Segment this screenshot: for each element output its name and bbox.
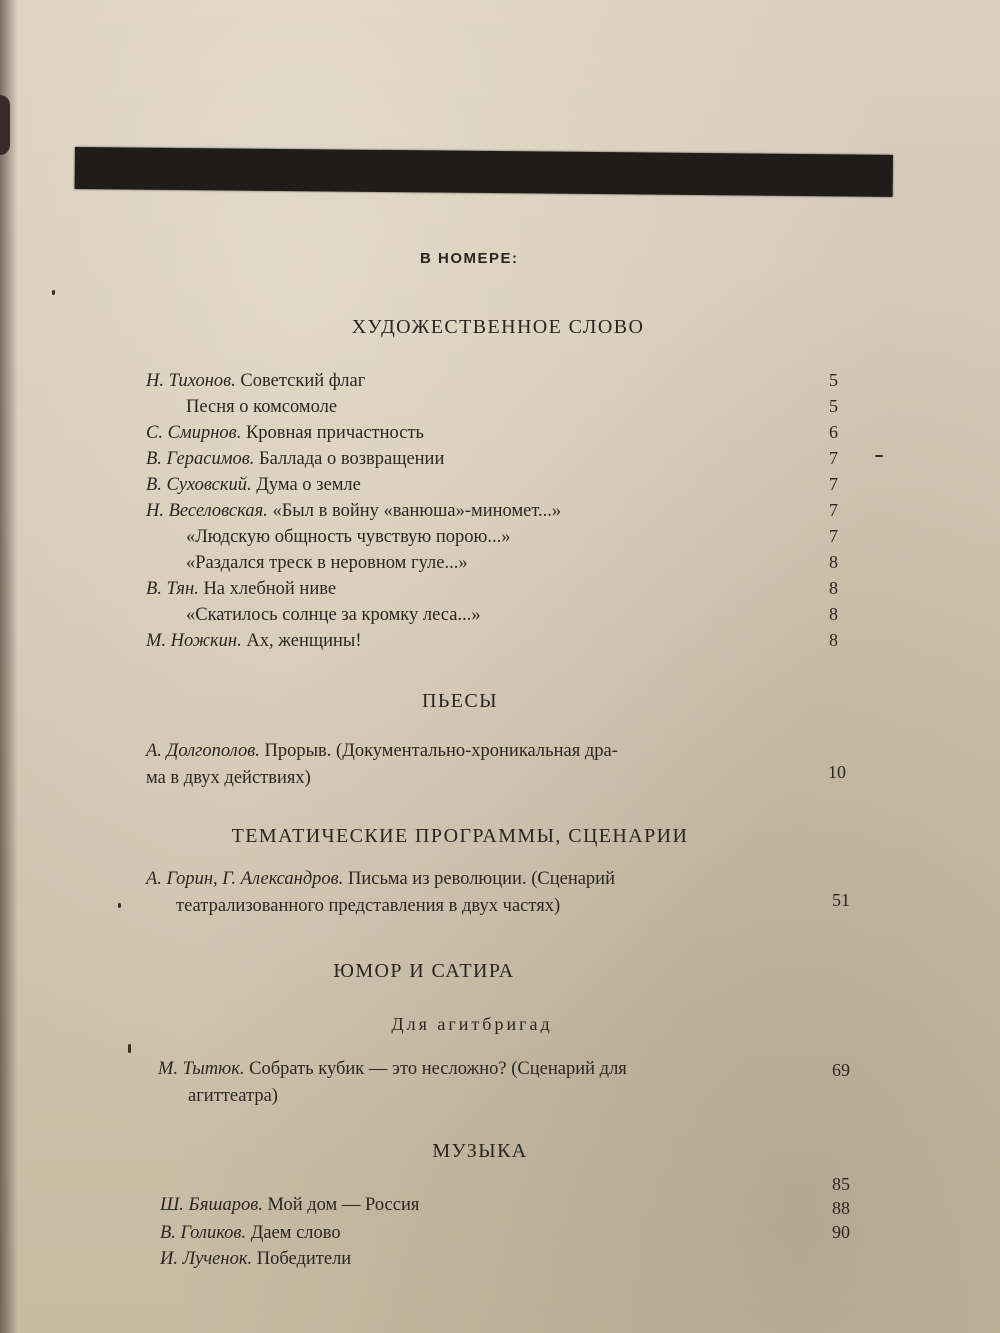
section-title-poetry: ХУДОЖЕСТВЕННОЕ СЛОВО [351, 316, 645, 338]
entry-page-number: 6 [829, 422, 838, 442]
entry-author: С. Смирнов. [146, 423, 242, 443]
entry-author: А. Горин, Г. Александров. [146, 869, 344, 889]
toc-entry[interactable] [146, 420, 424, 446]
entry-page-number: 90 [832, 1222, 850, 1242]
entry-author: В. Тян. [146, 579, 199, 599]
entry-author: И. Лученок. [160, 1249, 253, 1269]
entry-line [146, 866, 806, 893]
toc-entry[interactable] [146, 576, 336, 602]
entry-page-number: 88 [832, 1198, 850, 1218]
entry-page-number: 5 [829, 396, 838, 416]
entry-title: Мой дом — Россия [267, 1195, 420, 1215]
entry-title: Кровная причастность [245, 423, 424, 443]
paper-speck [128, 1044, 131, 1053]
toc-entry[interactable] [160, 1220, 341, 1246]
paper-speck [52, 290, 55, 295]
entry-title: Собрать кубик — это несложно? (Сценарий для [249, 1059, 627, 1079]
entry-author: В. Суховский. [146, 475, 252, 495]
entry-title: На хлебной ниве [203, 579, 337, 599]
toc-entry-programs[interactable] [146, 866, 806, 920]
toc-entry[interactable] [186, 602, 481, 628]
entry-author: В. Герасимов. [146, 449, 255, 469]
entry-title-continued: театрализованного представления в двух частях) [176, 896, 561, 916]
decorative-header-bar [75, 147, 893, 197]
entry-author: Н. Тихонов. [146, 371, 236, 391]
entry-title: «Раздался треск в неровном гуле...» [186, 553, 468, 573]
page-edge-mark [0, 95, 10, 155]
section-title-music: МУЗЫКА [432, 1140, 528, 1162]
toc-entry[interactable] [146, 368, 365, 394]
toc-entry[interactable] [146, 628, 362, 654]
entry-page-number: 7 [829, 448, 838, 468]
entry-page-number: 7 [829, 474, 838, 494]
entry-author: М. Ножкин. [146, 631, 242, 651]
entry-page-number: 10 [828, 762, 846, 782]
toc-entry[interactable] [186, 524, 510, 550]
entry-page-number: 8 [829, 630, 838, 650]
entry-page-number: 5 [829, 370, 838, 390]
entry-page-number: 8 [829, 552, 838, 572]
entry-title: Даем слово [250, 1223, 341, 1243]
entry-author: В. Голиков. [160, 1223, 247, 1243]
issue-label: В НОМЕРЕ: [420, 250, 519, 267]
paper-speck [118, 903, 121, 908]
toc-entry-plays[interactable] [146, 738, 786, 792]
entry-page-number: 51 [832, 890, 850, 910]
entry-page-number: 8 [829, 604, 838, 624]
binding-shadow [0, 0, 18, 1333]
entry-page-number: 7 [829, 500, 838, 520]
entry-title: Дума о земле [256, 475, 361, 495]
entry-title: «Скатилось солнце за кромку леса...» [186, 605, 481, 625]
section-title-humor: ЮМОР И САТИРА [333, 960, 515, 982]
entry-author: А. Долгополов. [146, 741, 260, 761]
entry-title: «Был в войну «ванюша»-миномет...» [272, 501, 562, 521]
toc-entry[interactable] [146, 472, 361, 498]
entry-title-continued: ма в двух действиях) [146, 768, 311, 788]
entry-page-number: 85 [832, 1174, 850, 1194]
entry-title: Песня о комсомоле [186, 397, 338, 417]
entry-title: Прорыв. (Документально-хроникальная дра- [264, 741, 618, 761]
toc-entry[interactable] [186, 550, 468, 576]
entry-author: Ш. Бяшаров. [160, 1195, 263, 1215]
toc-entry[interactable] [186, 394, 337, 420]
entry-title-continued: агиттеатра) [188, 1086, 278, 1106]
entry-title: Баллада о возвращении [259, 449, 445, 469]
entry-line [146, 738, 786, 765]
entry-author: М. Тытюк. [158, 1059, 245, 1079]
toc-entry-humor[interactable] [158, 1056, 794, 1110]
entry-title: Ах, женщины! [246, 631, 362, 651]
section-subtitle-humor: Для агитбригад [391, 1014, 553, 1034]
toc-entry[interactable] [146, 446, 444, 472]
entry-line [158, 1056, 794, 1083]
entry-page-number: 8 [829, 578, 838, 598]
toc-entry[interactable] [160, 1192, 419, 1218]
entry-title: Советский флаг [240, 371, 366, 391]
entry-title: Победители [256, 1249, 352, 1269]
section-title-plays: ПЬЕСЫ [422, 690, 498, 712]
paper-speck [875, 455, 883, 457]
entry-title: Письма из революции. (Сценарий [347, 869, 615, 889]
entry-page-number: 7 [829, 526, 838, 546]
toc-entry[interactable] [146, 498, 561, 524]
section-title-programs: ТЕМАТИЧЕСКИЕ ПРОГРАММЫ, СЦЕНАРИИ [231, 825, 689, 847]
entry-author: Н. Веселовская. [146, 501, 268, 521]
entry-title: «Людскую общность чувствую порою...» [186, 527, 511, 547]
entry-page-number: 69 [832, 1060, 850, 1080]
toc-entry[interactable] [160, 1246, 351, 1272]
